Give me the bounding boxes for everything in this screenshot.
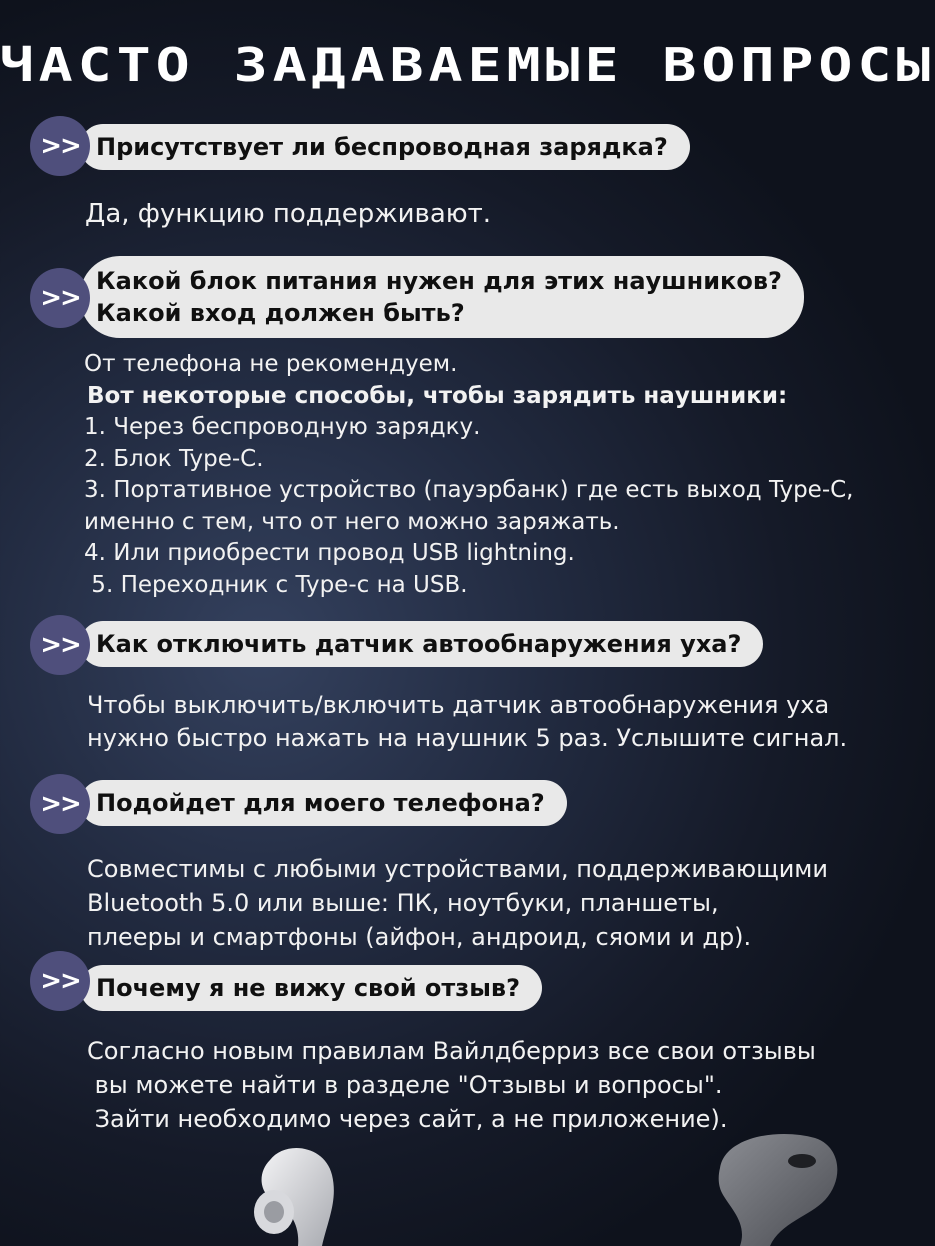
gray-earbud [700,1128,850,1246]
answer-line: 4. Или приобрести провод USB lightning. [84,540,575,566]
faq-answer-3 [87,689,847,755]
question-text: Присутствует ли беспроводная зарядка? [96,133,668,161]
page-title: ЧАСТО ЗАДАВАЕМЫЕ ВОПРОСЫ [0,38,935,92]
answer-line: именно с тем, что от него можно заряжать. [84,508,620,535]
arrow-badge-icon: >> [30,615,90,675]
answer-line: 3. Портативное устройство (пауэрбанк) где есть выход Type-C, [84,477,854,503]
question-pill [80,780,567,826]
answer-line: Вот некоторые способы, чтобы зарядить наушники: [87,382,788,409]
question-text: Какой блок питания нужен для этих наушников? [96,267,782,295]
answer-line: Согласно новым правилам Вайлдберриз все свои отзывы [87,1037,816,1065]
arrow-badge-icon: >> [30,268,90,328]
question-text: Подойдет для моего телефона? [96,789,545,817]
arrow-badge-icon: >> [30,951,90,1011]
arrow-badge-icon: >> [30,774,90,834]
question-pill [80,256,804,338]
faq-answer-2 [84,349,854,601]
faq-answer-1 [85,196,491,232]
white-earbud [240,1140,350,1246]
answer-line: Bluetooth 5.0 или выше: ПК, ноутбуки, планшеты, [87,889,719,917]
answer-line: 5. Переходник с Type-c на USB. [84,571,468,598]
answer-line: 2. Блок Type-C. [84,445,264,472]
answer-line: Совместимы с любыми устройствами, поддерживающими [87,855,828,883]
question-text: Как отключить датчик автообнаружения уха? [96,630,742,658]
answer-line: вы можете найти в разделе "Отзывы и вопросы". [87,1071,723,1099]
answer-line: От телефона не рекомендуем. [84,351,458,377]
answer-line: Зайти необходимо через сайт, а не приложение). [87,1105,728,1133]
faq-answer-4 [87,852,828,954]
question-text: Почему я не вижу свой отзыв? [96,974,521,1002]
answer-line: Чтобы выключить/включить датчик автообнаружения уха [87,691,830,719]
arrow-badge-icon: >> [30,116,90,176]
question-pill [80,621,763,667]
question-pill [80,124,690,170]
answer-line: плееры и смартфоны (айфон, андроид, сяоми и др). [87,923,752,951]
answer-line: 1. Через беспроводную зарядку. [84,414,481,440]
answer-line: нужно быстро нажать на наушник 5 раз. Услышите сигнал. [87,724,848,752]
question-text: Какой вход должен быть? [96,299,465,327]
question-pill [80,965,542,1011]
answer-line: Да, функцию поддерживают. [85,199,492,229]
faq-answer-5 [87,1034,816,1136]
